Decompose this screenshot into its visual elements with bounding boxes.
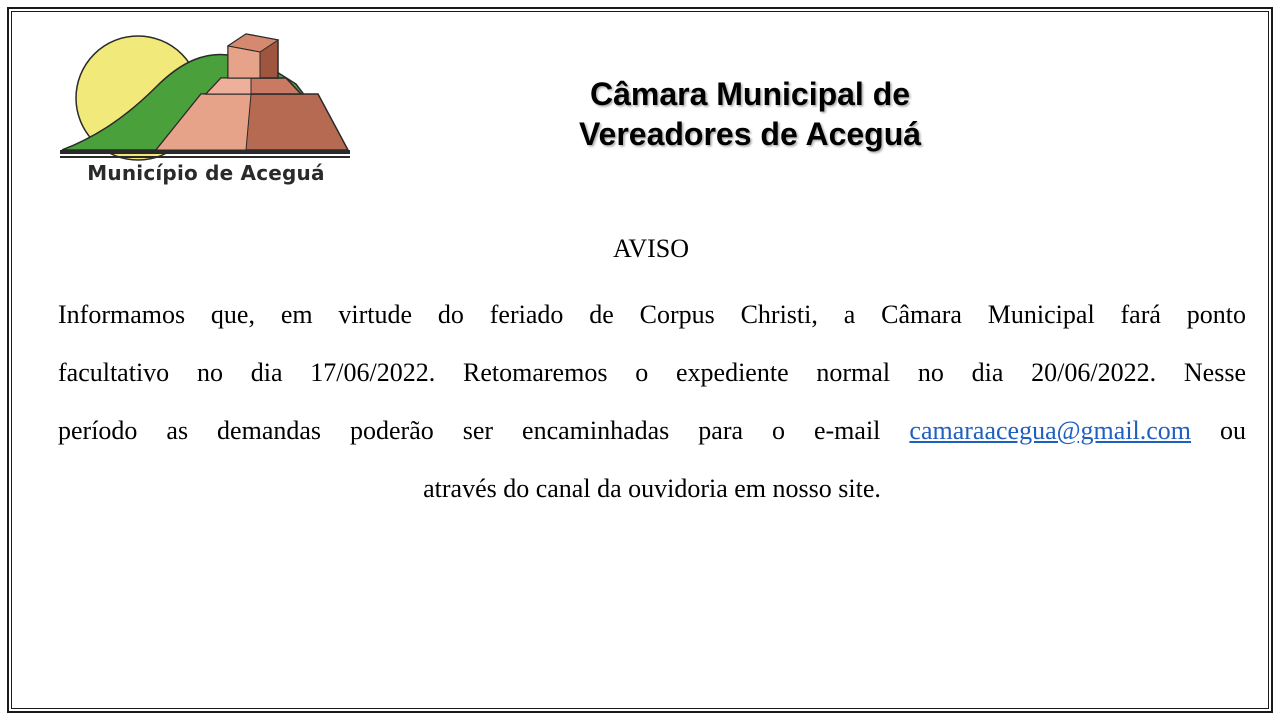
notice-line-4: através do canal da ouvidoria em nosso site. [423, 474, 881, 503]
email-link[interactable]: camaraacegua@gmail.com [909, 416, 1192, 445]
title-line-1: Câmara Municipal de [589, 76, 911, 112]
notice-line-1: Informamos que, em virtude do feriado de Corpus Christi, a Câmara Municipal fará ponto [58, 300, 1246, 329]
notice-line-2: facultativo no dia 17/06/2022. Retomaremos o expediente normal no dia 20/06/2022. Nesse [58, 358, 1246, 387]
notice-line-3-text: período as demandas poderão ser encaminhadas para o e-mail [58, 416, 881, 445]
municipality-logo [56, 32, 356, 192]
logo-emblem-icon [56, 32, 356, 162]
notice-line-3-end: ou [1220, 416, 1247, 445]
logo-caption: Município de Aceguá [87, 161, 325, 185]
notice-body [58, 286, 1246, 518]
title-line-2: Vereadores de Aceguá [578, 116, 922, 152]
notice-line-3 [58, 402, 1246, 460]
page-title [500, 74, 1000, 154]
notice-heading: AVISO [612, 234, 690, 263]
